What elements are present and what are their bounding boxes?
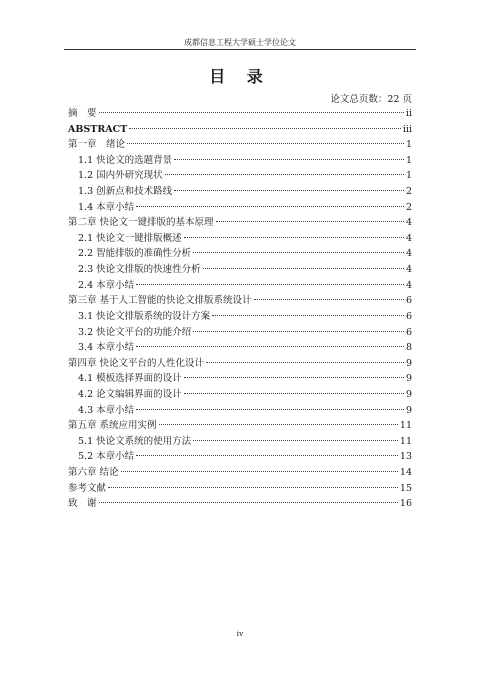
table-of-contents xyxy=(68,106,412,512)
toc-entry[interactable] xyxy=(68,418,412,434)
toc-entry-page: 6 xyxy=(405,326,412,338)
toc-entry[interactable] xyxy=(68,371,412,387)
toc-entry-page: 1 xyxy=(405,139,412,151)
toc-dot-leader xyxy=(136,346,404,347)
toc-entry-page: 4 xyxy=(405,232,412,244)
toc-entry[interactable] xyxy=(68,106,412,122)
footer-page-number: iv xyxy=(236,629,244,638)
toc-entry-page: 6 xyxy=(405,295,412,307)
toc-entry-title: 第三章 基于人工智能的快论文排版系统设计 xyxy=(68,295,252,307)
total-page-count: 论文总页数：22 页 xyxy=(330,94,412,105)
toc-dot-leader xyxy=(129,128,401,129)
toc-dot-leader xyxy=(108,487,398,488)
toc-entry[interactable] xyxy=(68,153,412,169)
toc-entry-title: 3.2 快论文平台的功能介绍 xyxy=(78,326,192,338)
toc-dot-leader xyxy=(136,455,398,456)
toc-entry-page: 9 xyxy=(405,404,412,416)
toc-entry-page: 15 xyxy=(399,482,412,494)
toc-entry-title: 2.4 本章小结 xyxy=(78,279,135,291)
toc-entry-title: 第四章 快论文平台的人性化设计 xyxy=(68,357,205,369)
page-title: 目 录 xyxy=(209,67,271,86)
toc-entry-title: 1.1 快论文的选题背景 xyxy=(78,154,173,166)
toc-dot-leader xyxy=(206,362,404,363)
toc-entry-page: 9 xyxy=(405,357,412,369)
toc-dot-leader xyxy=(203,268,404,269)
toc-entry-title: 2.1 快论文一键排版概述 xyxy=(78,232,182,244)
toc-entry-title: 2.2 智能排版的准确性分析 xyxy=(78,248,192,260)
toc-entry[interactable] xyxy=(68,496,412,512)
toc-entry-title: 第五章 系统应用实例 xyxy=(68,420,157,432)
toc-dot-leader xyxy=(184,393,404,394)
toc-entry-title: 第一章 绪论 xyxy=(68,139,126,151)
toc-entry[interactable] xyxy=(68,137,412,153)
toc-entry[interactable] xyxy=(68,403,412,419)
toc-entry-page: 1 xyxy=(405,170,412,182)
header-rule xyxy=(64,49,416,50)
toc-entry[interactable] xyxy=(68,309,412,325)
toc-entry-page: 1 xyxy=(405,154,412,166)
toc-entry-title: 第二章 快论文一键排版的基本原理 xyxy=(68,217,214,229)
toc-entry-title: 3.4 本章小结 xyxy=(78,342,135,354)
toc-entry[interactable] xyxy=(68,168,412,184)
toc-dot-leader xyxy=(136,206,404,207)
toc-entry[interactable] xyxy=(68,246,412,262)
toc-dot-leader xyxy=(127,143,404,144)
toc-entry[interactable] xyxy=(68,481,412,497)
toc-dot-leader xyxy=(136,284,404,285)
toc-entry[interactable] xyxy=(68,387,412,403)
toc-entry[interactable] xyxy=(68,122,412,138)
toc-entry-title: 5.1 快论文系统的使用方法 xyxy=(78,435,192,447)
toc-entry[interactable] xyxy=(68,184,412,200)
toc-dot-leader xyxy=(136,409,404,410)
toc-entry[interactable] xyxy=(68,434,412,450)
toc-dot-leader xyxy=(174,190,404,191)
toc-dot-leader xyxy=(159,424,398,425)
toc-entry-title: 3.1 快论文排版系统的设计方案 xyxy=(78,310,211,322)
toc-entry[interactable] xyxy=(68,340,412,356)
toc-entry[interactable] xyxy=(68,356,412,372)
toc-entry-page: 6 xyxy=(405,310,412,322)
toc-entry-page: 13 xyxy=(399,451,412,463)
toc-entry-page: 8 xyxy=(405,342,412,354)
toc-entry[interactable] xyxy=(68,278,412,294)
toc-entry[interactable] xyxy=(68,231,412,247)
toc-entry-title: 2.3 快论文排版的快速性分析 xyxy=(78,264,201,276)
toc-entry-page: 4 xyxy=(405,217,412,229)
toc-entry[interactable] xyxy=(68,293,412,309)
toc-entry[interactable] xyxy=(68,449,412,465)
toc-entry-title: 1.4 本章小结 xyxy=(78,201,135,213)
toc-entry-title: 1.3 创新点和技术路线 xyxy=(78,186,173,198)
toc-entry-page: 16 xyxy=(399,498,412,510)
toc-entry-title: 摘 要 xyxy=(68,108,97,119)
toc-dot-leader xyxy=(184,237,404,238)
toc-entry[interactable] xyxy=(68,262,412,278)
toc-entry-title: 5.2 本章小结 xyxy=(78,451,135,463)
toc-entry-page: 4 xyxy=(405,264,412,276)
toc-dot-leader xyxy=(99,502,398,503)
toc-entry[interactable] xyxy=(68,325,412,341)
toc-entry-page: 2 xyxy=(405,201,412,213)
toc-dot-leader xyxy=(216,221,404,222)
toc-entry-page: 4 xyxy=(405,279,412,291)
toc-dot-leader xyxy=(174,159,404,160)
toc-entry-title: 致 谢 xyxy=(68,498,97,510)
toc-dot-leader xyxy=(99,112,404,113)
toc-entry-page: 14 xyxy=(399,467,412,479)
toc-entry-title: 1.2 国内外研究现状 xyxy=(78,170,163,182)
toc-dot-leader xyxy=(193,440,398,441)
toc-entry-title: 4.3 本章小结 xyxy=(78,404,135,416)
toc-entry-page: 9 xyxy=(405,388,412,400)
toc-dot-leader xyxy=(184,377,404,378)
toc-entry-title: 参考文献 xyxy=(68,482,107,494)
toc-entry-page: 2 xyxy=(405,186,412,198)
toc-entry-title: 4.2 论文编辑界面的设计 xyxy=(78,388,182,400)
toc-entry-page: iii xyxy=(402,123,412,135)
toc-entry-page: 11 xyxy=(399,435,412,447)
toc-dot-leader xyxy=(193,252,404,253)
toc-entry-page: ii xyxy=(405,108,412,119)
toc-entry[interactable] xyxy=(68,200,412,216)
toc-dot-leader xyxy=(193,331,404,332)
running-header: 成都信息工程大学硕士学位论文 xyxy=(184,38,296,47)
toc-entry-title: ABSTRACT xyxy=(68,123,128,135)
toc-dot-leader xyxy=(254,299,404,300)
toc-entry-title: 4.1 模板选择界面的设计 xyxy=(78,373,182,385)
toc-entry-page: 11 xyxy=(399,420,412,432)
toc-dot-leader xyxy=(212,315,404,316)
toc-entry[interactable] xyxy=(68,465,412,481)
toc-entry-page: 9 xyxy=(405,373,412,385)
toc-entry[interactable] xyxy=(68,215,412,231)
toc-dot-leader xyxy=(165,174,404,175)
toc-dot-leader xyxy=(121,471,398,472)
toc-entry-page: 4 xyxy=(405,248,412,260)
toc-entry-title: 第六章 结论 xyxy=(68,467,119,479)
